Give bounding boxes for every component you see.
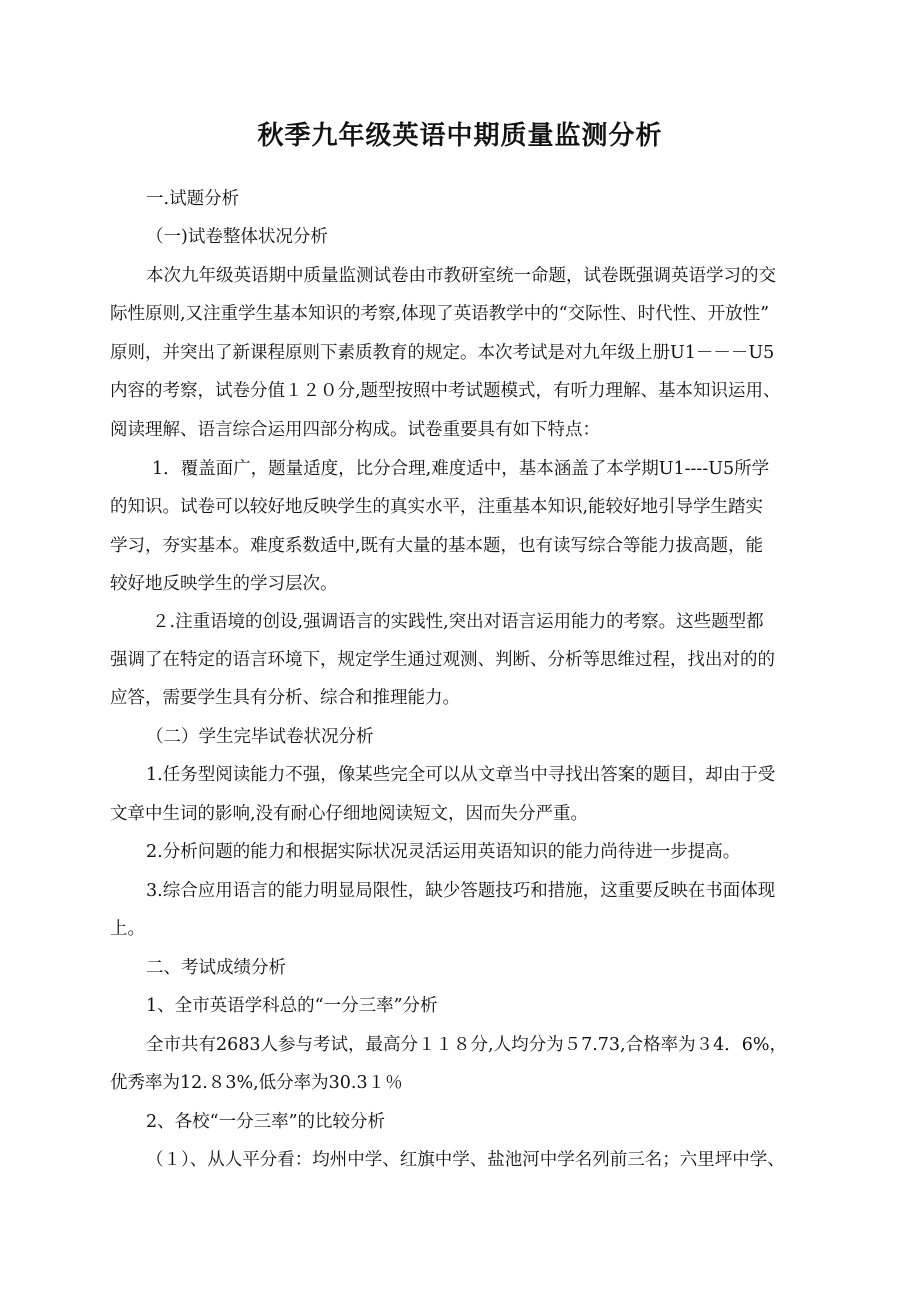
paragraph-line: ２.注重语境的创设,强调语言的实践性,突出对语言运用能力的考察。这些题型都 [152, 612, 764, 632]
paragraph-line: 2.分析问题的能力和根据实际状况灵活运用英语知识的能力尚待进一步提高。 [146, 842, 741, 862]
paragraph-line: 的知识。试卷可以较好地反映学生的真实水平，注重基本知识,能较好地引导学生踏实 [110, 497, 764, 517]
paragraph-line: 优秀率为12.８3%,低分率为30.3１％ [110, 1073, 403, 1093]
paragraph-line: 原则，并突出了新课程原则下素质教育的规定。本次考试是对九年级上册U1－－－U5 [110, 343, 775, 363]
subsection-heading-1: （一)试卷整体状况分析 [146, 227, 328, 247]
paragraph-line: 较好地反映学生的学习层次。 [110, 574, 338, 594]
subsection-heading-4: 2、各校“一分三率”的比较分析 [146, 1112, 386, 1132]
paragraph-line: 应答，需要学生具有分析、综合和推理能力。 [110, 688, 460, 708]
section-heading-1: 一.试题分析 [146, 189, 240, 209]
paragraph-line: 全市共有2683人参与考试，最高分１１８分,人均分为５7.73,合格率为３4．6%， [146, 1035, 788, 1055]
paragraph-line: 1．覆盖面广，题量适度，比分合理,难度适中，基本涵盖了本学期U1----U5所学 [152, 459, 770, 479]
document-title: 秋季九年级英语中期质量监测分析 [257, 121, 663, 151]
paragraph-line: 3.综合应用语言的能力明显局限性，缺少答题技巧和措施，这重要反映在书面体现 [146, 881, 776, 901]
paragraph-line: 学习，夯实基本。难度系数适中,既有大量的基本题，也有读写综合等能力拔高题，能 [110, 536, 764, 556]
paragraph-line: 文章中生词的影响,没有耐心仔细地阅读短文，因而失分严重。 [110, 804, 589, 824]
paragraph-line: 上。 [110, 919, 145, 939]
paragraph-line: 际性原则,又注重学生基本知识的考察,体现了英语教学中的“交际性、时代性、开放性” [110, 304, 770, 324]
subsection-heading-2: （二）学生完毕试卷状况分析 [146, 727, 374, 747]
paragraph-line: 1.任务型阅读能力不强，像某些完全可以从文章当中寻找出答案的题目，却由于受 [146, 765, 776, 785]
subsection-heading-3: 1、全市英语学科总的“一分三率”分析 [146, 996, 438, 1016]
paragraph-line: 内容的考察，试卷分值１２０分,题型按照中考试题模式，有听力理解、基本知识运用、 [110, 381, 781, 401]
paragraph-line: 强调了在特定的语言环境下，规定学生通过观测、判断、分析等思维过程，找出对的的 [110, 650, 775, 670]
paragraph-line: 阅读理解、语言综合运用四部分构成。试卷重要具有如下特点： [110, 420, 600, 440]
paragraph-line: 本次九年级英语期中质量监测试卷由市教研室统一命题，试卷既强调英语学习的交 [146, 266, 776, 286]
paragraph-line: （１）、从人平分看：均州中学、红旗中学、盐池河中学名列前三名；六里坪中学、 [146, 1150, 785, 1170]
section-heading-2: 二、考试成绩分析 [146, 958, 286, 978]
